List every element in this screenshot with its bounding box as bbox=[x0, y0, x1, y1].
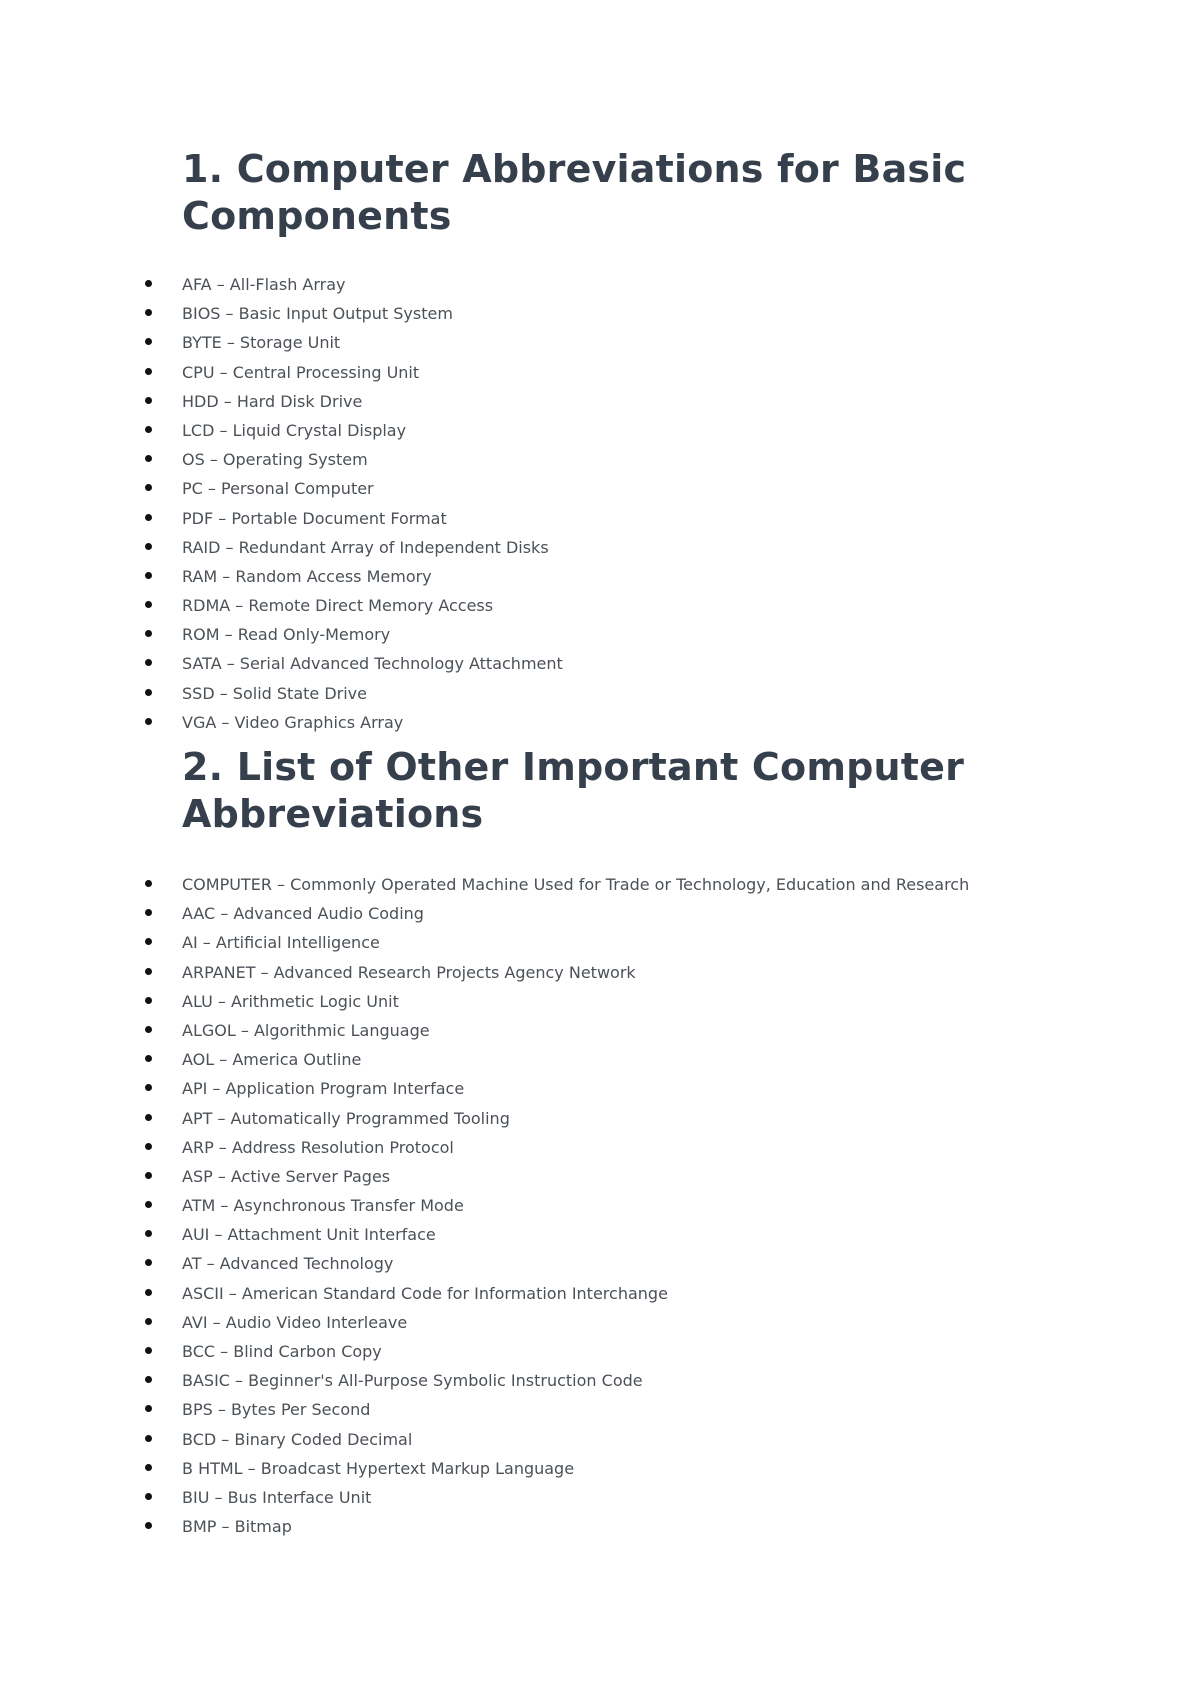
list-item bbox=[182, 1045, 1032, 1074]
list-item-text: AOL – America Outline bbox=[182, 1050, 362, 1070]
list-item bbox=[182, 1512, 1032, 1541]
bullet-icon bbox=[145, 1347, 152, 1354]
bullet-icon bbox=[145, 968, 152, 975]
bullet-icon bbox=[145, 659, 152, 666]
list-item bbox=[182, 928, 1032, 957]
list-item-text: ARPANET – Advanced Research Projects Agency Network bbox=[182, 962, 636, 982]
abbreviation-list bbox=[182, 870, 1032, 1541]
list-item-text: BCD – Binary Coded Decimal bbox=[182, 1429, 413, 1449]
list-item-text: BASIC – Beginner's All-Purpose Symbolic Instruction Code bbox=[182, 1371, 643, 1391]
list-item-text: BCC – Blind Carbon Copy bbox=[182, 1342, 382, 1361]
bullet-icon bbox=[145, 309, 152, 316]
list-item bbox=[182, 1162, 1032, 1191]
list-item-text: PC – Personal Computer bbox=[182, 479, 374, 499]
bullet-icon bbox=[145, 1201, 152, 1208]
list-item bbox=[182, 474, 1032, 503]
list-item bbox=[182, 328, 1032, 357]
list-item bbox=[182, 445, 1032, 474]
list-item-text: SATA – Serial Advanced Technology Attachment bbox=[182, 654, 563, 674]
bullet-icon bbox=[145, 1114, 152, 1121]
bullet-icon bbox=[145, 1172, 152, 1179]
list-item bbox=[182, 649, 1032, 678]
list-item-text: RDMA – Remote Direct Memory Access bbox=[182, 596, 494, 616]
list-item bbox=[182, 679, 1032, 708]
list-item bbox=[182, 1104, 1032, 1133]
list-item bbox=[182, 708, 1032, 737]
section-heading: 2. List of Other Important Computer Abbreviations bbox=[182, 745, 965, 836]
list-item-text: AI – Artificial Intelligence bbox=[182, 933, 380, 953]
list-item-text: AT – Advanced Technology bbox=[182, 1254, 394, 1274]
list-item-text: SSD – Solid State Drive bbox=[182, 683, 367, 703]
bullet-icon bbox=[145, 1405, 152, 1412]
list-item-text: VGA – Video Graphics Array bbox=[182, 712, 404, 732]
list-item-text: HDD – Hard Disk Drive bbox=[182, 391, 363, 411]
list-item-text: APT – Automatically Programmed Tooling bbox=[182, 1108, 510, 1128]
bullet-icon bbox=[145, 1376, 152, 1383]
list-item-text: B HTML – Broadcast Hypertext Markup Language bbox=[182, 1458, 575, 1478]
list-item-text: RAM – Random Access Memory bbox=[182, 566, 432, 586]
list-item-text: ASP – Active Server Pages bbox=[182, 1166, 391, 1186]
list-item bbox=[182, 899, 1032, 928]
list-item bbox=[182, 1337, 1032, 1366]
list-item bbox=[182, 1395, 1032, 1424]
list-item-text: ARP – Address Resolution Protocol bbox=[182, 1137, 454, 1157]
list-item-text: AFA – All-Flash Array bbox=[182, 275, 346, 294]
list-item-text: ALGOL – Algorithmic Language bbox=[182, 1020, 430, 1040]
list-item bbox=[182, 870, 1032, 899]
bullet-icon bbox=[145, 1464, 152, 1471]
bullet-icon bbox=[145, 938, 152, 945]
section-heading: 1. Computer Abbreviations for Basic Components bbox=[182, 147, 967, 238]
list-item bbox=[182, 1483, 1032, 1512]
list-item bbox=[182, 533, 1032, 562]
abbreviation-list bbox=[182, 270, 1032, 737]
section-other-abbreviations bbox=[182, 744, 1032, 1541]
list-item bbox=[182, 504, 1032, 533]
list-item bbox=[182, 1220, 1032, 1249]
list-item bbox=[182, 1425, 1032, 1454]
bullet-icon bbox=[145, 514, 152, 521]
list-item-text: AVI – Audio Video Interleave bbox=[182, 1312, 408, 1332]
bullet-icon bbox=[145, 1143, 152, 1150]
bullet-icon bbox=[145, 338, 152, 345]
list-item-text: BIU – Bus Interface Unit bbox=[182, 1487, 372, 1507]
bullet-icon bbox=[145, 1318, 152, 1325]
list-item bbox=[182, 1279, 1032, 1308]
bullet-icon bbox=[145, 368, 152, 375]
bullet-icon bbox=[145, 426, 152, 433]
bullet-icon bbox=[145, 543, 152, 550]
list-item-text: CPU – Central Processing Unit bbox=[182, 362, 420, 382]
list-item bbox=[182, 1308, 1032, 1337]
bullet-icon bbox=[145, 1055, 152, 1062]
list-item-text: BIOS – Basic Input Output System bbox=[182, 304, 453, 324]
bullet-icon bbox=[145, 601, 152, 608]
bullet-icon bbox=[145, 630, 152, 637]
list-item bbox=[182, 1454, 1032, 1483]
list-item bbox=[182, 620, 1032, 649]
list-item-text: BYTE – Storage Unit bbox=[182, 333, 341, 353]
list-item-text: PDF – Portable Document Format bbox=[182, 508, 447, 528]
list-item bbox=[182, 1366, 1032, 1395]
list-item-text: COMPUTER – Commonly Operated Machine Used for Trade or Technology, Education and Research bbox=[182, 875, 970, 894]
bullet-icon bbox=[145, 1259, 152, 1266]
bullet-icon bbox=[145, 280, 152, 287]
list-item bbox=[182, 1249, 1032, 1278]
list-item-text: AAC – Advanced Audio Coding bbox=[182, 904, 424, 924]
list-item bbox=[182, 987, 1032, 1016]
list-item bbox=[182, 1016, 1032, 1045]
list-item-text: BMP – Bitmap bbox=[182, 1517, 292, 1537]
bullet-icon bbox=[145, 397, 152, 404]
list-item-text: RAID – Redundant Array of Independent Disks bbox=[182, 537, 549, 557]
bullet-icon bbox=[145, 1230, 152, 1237]
list-item-text: LCD – Liquid Crystal Display bbox=[182, 420, 407, 440]
bullet-icon bbox=[145, 484, 152, 491]
list-item-text: ATM – Asynchronous Transfer Mode bbox=[182, 1196, 464, 1216]
list-item bbox=[182, 562, 1032, 591]
list-item bbox=[182, 591, 1032, 620]
list-item-text: ROM – Read Only-Memory bbox=[182, 625, 391, 645]
list-item bbox=[182, 1133, 1032, 1162]
bullet-icon bbox=[145, 1522, 152, 1529]
list-item bbox=[182, 387, 1032, 416]
section-basic-components bbox=[182, 146, 1032, 737]
bullet-icon bbox=[145, 1289, 152, 1296]
list-item-text: AUI – Attachment Unit Interface bbox=[182, 1225, 436, 1245]
list-item-text: API – Application Program Interface bbox=[182, 1079, 465, 1099]
bullet-icon bbox=[145, 1435, 152, 1442]
bullet-icon bbox=[145, 689, 152, 696]
bullet-icon bbox=[145, 880, 152, 887]
bullet-icon bbox=[145, 718, 152, 725]
bullet-icon bbox=[145, 997, 152, 1004]
list-item bbox=[182, 958, 1032, 987]
list-item bbox=[182, 1074, 1032, 1103]
list-item bbox=[182, 270, 1032, 299]
list-item bbox=[182, 416, 1032, 445]
list-item bbox=[182, 1191, 1032, 1220]
list-item-text: ALU – Arithmetic Logic Unit bbox=[182, 991, 399, 1011]
bullet-icon bbox=[145, 1084, 152, 1091]
bullet-icon bbox=[145, 455, 152, 462]
bullet-icon bbox=[145, 909, 152, 916]
bullet-icon bbox=[145, 1493, 152, 1500]
list-item-text: ASCII – American Standard Code for Information Interchange bbox=[182, 1283, 668, 1303]
bullet-icon bbox=[145, 572, 152, 579]
bullet-icon bbox=[145, 1026, 152, 1033]
list-item-text: OS – Operating System bbox=[182, 450, 368, 470]
list-item bbox=[182, 358, 1032, 387]
list-item-text: BPS – Bytes Per Second bbox=[182, 1400, 371, 1420]
list-item bbox=[182, 299, 1032, 328]
